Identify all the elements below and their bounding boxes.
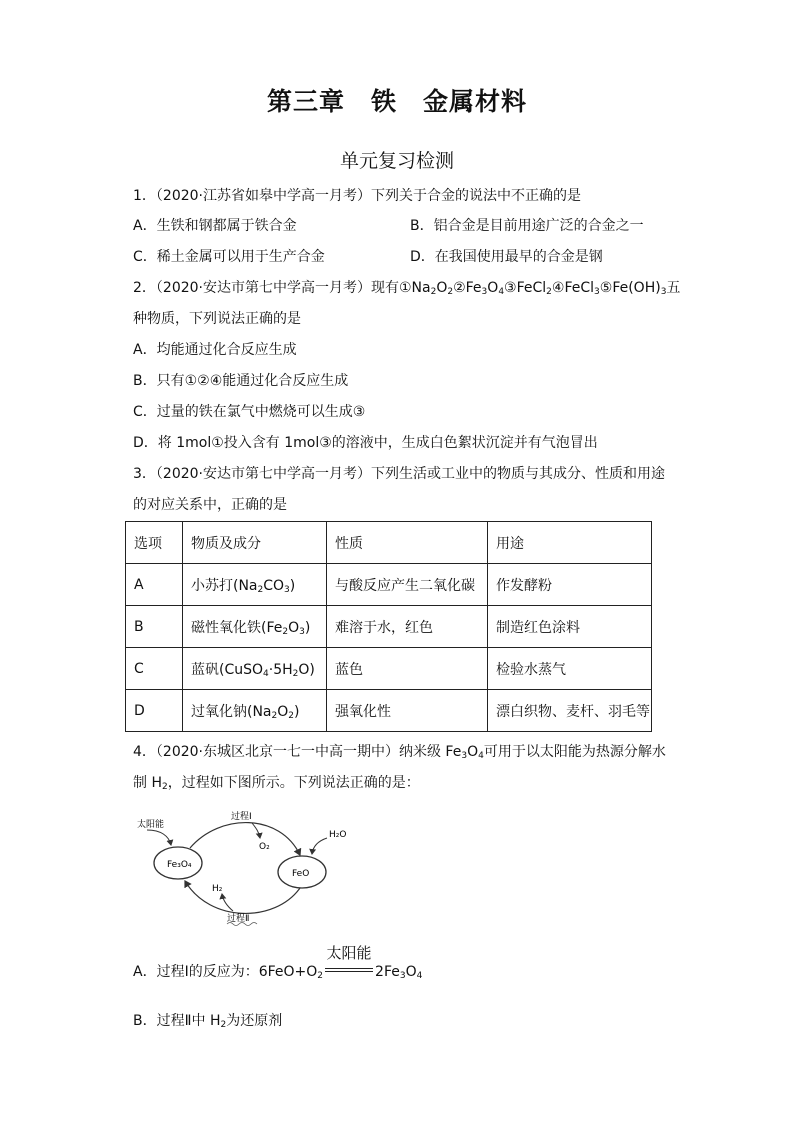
process-2-arrow	[185, 881, 300, 913]
table-cell-substance: 过氧化钠$(Na_2O_2)$	[183, 690, 327, 732]
feo-label: FeO	[292, 869, 310, 879]
o2-label: O₂	[259, 842, 270, 852]
table-header-cell: 物质及成分	[183, 522, 327, 564]
q1-option-a: A．生铁和钢都属于铁合金	[133, 218, 297, 234]
q2-option-c: C．过量的铁在氯气中燃烧可以生成③	[133, 404, 366, 420]
water-splitting-cycle-diagram	[135, 808, 365, 928]
table-row	[126, 648, 652, 690]
table-header-cell: 选项	[126, 522, 183, 564]
chapter-title: 第三章 铁 金属材料	[266, 87, 527, 116]
table-cell-property: 与酸反应产生二氧化碳	[327, 564, 488, 606]
condition-label: 太阳能	[326, 944, 372, 962]
process-1-arrow	[190, 823, 300, 855]
h2o-input-arrow	[312, 838, 327, 854]
process-2-label: 过程Ⅱ	[227, 914, 250, 924]
solar-label: 太阳能	[137, 820, 165, 830]
q1-option-c: C．稀土金属可以用于生产合金	[133, 249, 325, 265]
q2-option-b: B．只有①②④能通过化合反应生成	[133, 373, 349, 389]
q2-stem: 2．（2020·安达市第七中学高一月考）现有$①Na_2O_2②Fe_3O_4③FeCl_2④FeCl_3⑤Fe(OH)_3$五	[133, 280, 681, 297]
table-cell-use: 检验水蒸气	[488, 648, 652, 690]
section-title: 单元复习检测	[339, 150, 454, 172]
table-cell-property: 强氧化性	[327, 690, 488, 732]
table-header-row	[126, 522, 652, 564]
q1-option-d: D．在我国使用最早的合金是钢	[410, 249, 603, 265]
q1-stem: 1．（2020·江苏省如皋中学高一月考）下列关于合金的说法中不正确的是	[133, 188, 581, 204]
table-cell-use: 漂白织物、麦杆、羽毛等	[488, 690, 652, 732]
table-cell-use: 制造红色涂料	[488, 606, 652, 648]
fe3o4-label: Fe₃O₄	[167, 860, 192, 870]
table-row	[126, 690, 652, 732]
q3-stem: 3．（2020·安达市第七中学高一月考）下列生活或工业中的物质与其成分、性质和用途	[133, 466, 665, 482]
q4-option-a: A．过程Ⅰ的反应为：$6FeO+O_2$ 太阳能 $2Fe_3O_4$	[133, 944, 423, 981]
table-cell-property: 难溶于水，红色	[327, 606, 488, 648]
q1-option-b: B．铝合金是目前用途广泛的合金之一	[410, 218, 644, 234]
h2-label: H₂	[212, 884, 223, 894]
table-cell-option: B	[126, 606, 183, 648]
table-cell-property: 蓝色	[327, 648, 488, 690]
table-header-cell: 性质	[327, 522, 488, 564]
table-row	[126, 606, 652, 648]
q3-table	[125, 521, 652, 732]
h2o-label: H₂O	[329, 830, 347, 840]
table-cell-use: 作发酵粉	[488, 564, 652, 606]
solar-input-arrow	[147, 830, 171, 845]
table-cell-option: A	[126, 564, 183, 606]
table-row	[126, 564, 652, 606]
reaction-condition	[325, 944, 373, 979]
o2-output-arrow	[252, 823, 260, 838]
q4-stem: 4．（2020·东城区北京一七一中高一期中）纳米级 $Fe_3O_4$可用于以太阳能为热源分解水	[133, 744, 666, 761]
q2-option-a: A．均能通过化合反应生成	[133, 342, 297, 358]
table-cell-substance: 磁性氧化铁$(Fe_2O_3)$	[183, 606, 327, 648]
q4-stem-line2: 制 $H_2$，过程如下图所示。下列说法正确的是：	[133, 775, 420, 792]
table-cell-option: C	[126, 648, 183, 690]
table-cell-option: D	[126, 690, 183, 732]
q2-stem-line2: 种物质，下列说法正确的是	[133, 311, 301, 327]
h2-output-arrow	[222, 894, 233, 911]
q2-option-d: D．将 1mol①投入含有 1mol③的溶液中，生成白色絮状沉淀并有气泡冒出	[133, 435, 598, 451]
table-cell-substance: 小苏打$(Na_2CO_3)$	[183, 564, 327, 606]
process-1-label: 过程Ⅰ	[231, 812, 252, 822]
q3-stem-line2: 的对应关系中，正确的是	[133, 497, 287, 513]
table-cell-substance: 蓝矾$(CuSO_4\cdot 5H_2O)$	[183, 648, 327, 690]
q4-option-b: B．过程Ⅱ中 $H_2$为还原剂	[133, 1013, 283, 1030]
table-header-cell: 用途	[488, 522, 652, 564]
